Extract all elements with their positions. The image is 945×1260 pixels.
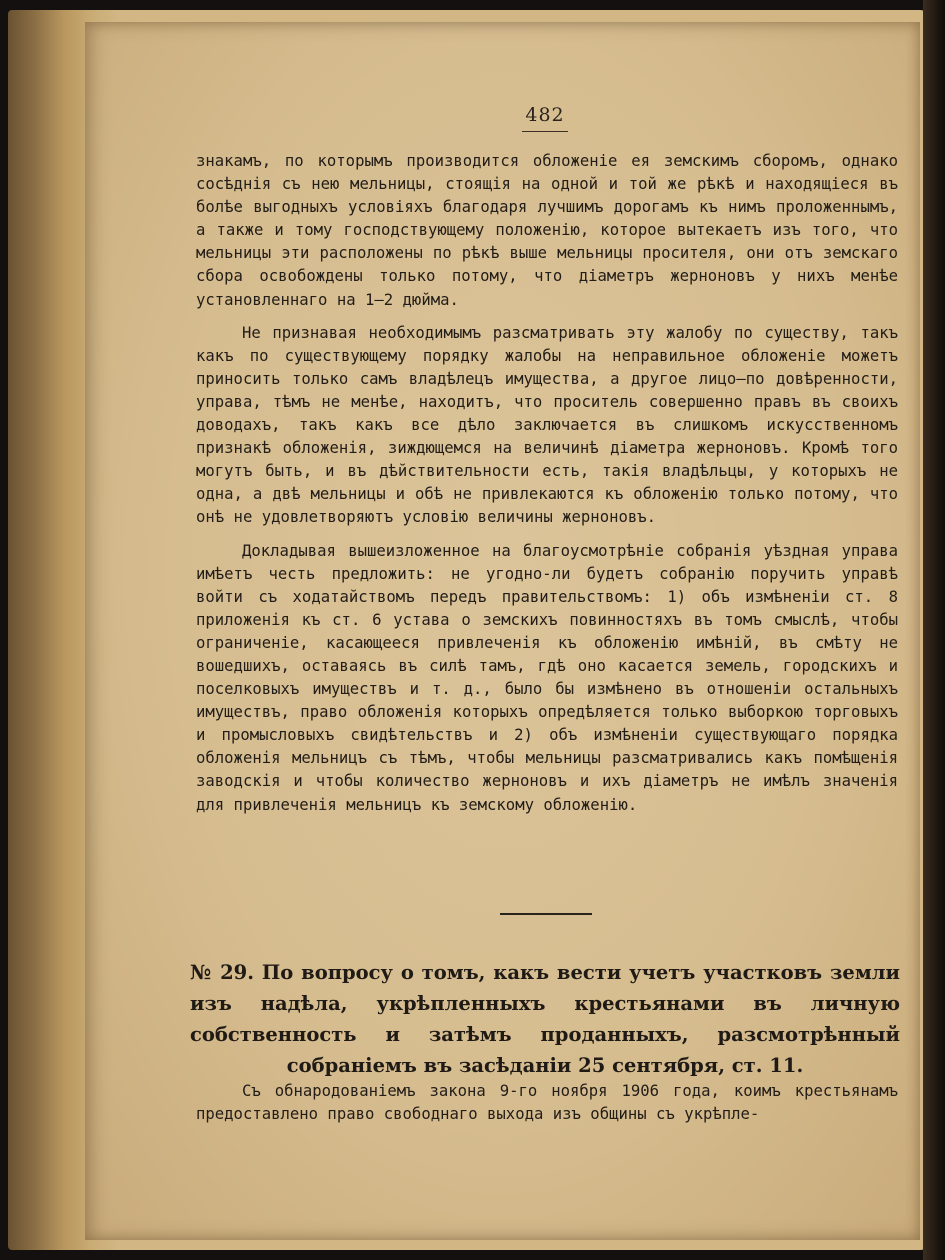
body-text [196,150,898,827]
section-opening-paragraph: Съ обнародованiемъ закона 9-го ноября 1906 года, коимъ крестьянамъ предоставлено право свободнаго выхода изъ общины съ укрѣпле- [196,1082,898,1124]
page-number-underline [522,131,568,132]
paragraph-2: Не признавая необходимымъ разсматривать эту жалобу по существу, такъ какъ по существующему порядку жалобы на неправильное обложенiе можетъ приносить только самъ владѣлецъ имущества, а другое лицо—по довѣренности, управа, тѣмъ не менѣе, находитъ, что проситель совершенно правъ въ своихъ доводахъ, такъ какъ все дѣло заключается въ слишкомъ искусственномъ признакѣ обложенія, зиждющемся на величинѣ дiаметра жерноновъ. Кромѣ того могутъ быть, и въ дѣйствительности есть, такiя владѣльцы, у которыхъ не одна, а двѣ мельницы и обѣ не привлекаются къ обложенiю только потому, что онѣ не удовлетворяютъ условiю величины жерноновъ. [196,323,898,527]
page-number: 482 [525,104,565,126]
page-edge-shadow [923,0,945,1260]
section-heading: № 29. По вопросу о томъ, какъ вести учетъ участковъ земли изъ надѣла, укрѣпленныхъ крестьянами въ личную собственность и затѣмъ проданныхъ, разсмотрѣнный собранiемъ въ засѣданiи 25 сентября, ст. 11. [190,961,900,1077]
section-divider [500,913,592,915]
paragraph-3: Докладывая вышеизложенное на благоусмотрѣнiе собранія уѣздная управа имѣетъ честь предложить: не угодно-ли будетъ собранiю поручить управѣ войти съ ходатайствомъ передъ правительствомъ: 1) объ измѣненiи ст. 8 приложенія къ ст. 6 устава о земскихъ повинностяхъ въ томъ смыслѣ, чтобы ограниченiе, касающееся привлеченія къ обложенiю имѣнiй, въ смѣту не вошедшихъ, оставаясь въ силѣ тамъ, гдѣ оно касается земель, городскихъ и поселковыхъ имуществъ и т. д., было бы измѣнено въ отношенiи остальныхъ имуществъ, право обложенія которыхъ опредѣляется только выборкою торговыхъ и промысловыхъ свидѣтельствъ и 2) объ измѣненiи существующаго порядка обложенія мельницъ съ тѣмъ, чтобы мельницы разсматривались какъ помѣщенія заводскія и чтобы количество жерноновъ и ихъ дiаметръ не имѣлъ значенія для привлеченія мельницъ къ земскому обложенiю. [196,541,898,814]
paragraph-1: знакамъ, по которымъ производится обложенiе ея земскимъ сборомъ, однако сосѣднія съ нею мельницы, стоящія на одной и той же рѣкѣ и находящiеся въ болѣе выгодныхъ условiяхъ благодаря лучшимъ дорогамъ къ нимъ проложеннымъ, а также и тому господствующему положенiю, которое вытекаетъ изъ того, что мельницы эти расположены по рѣкѣ выше мельницы просителя, они отъ земскаго сбора освобождены только потому, что дiаметръ жерноновъ у нихъ менѣе установленнаго на 1—2 дюйма. [196,152,898,309]
